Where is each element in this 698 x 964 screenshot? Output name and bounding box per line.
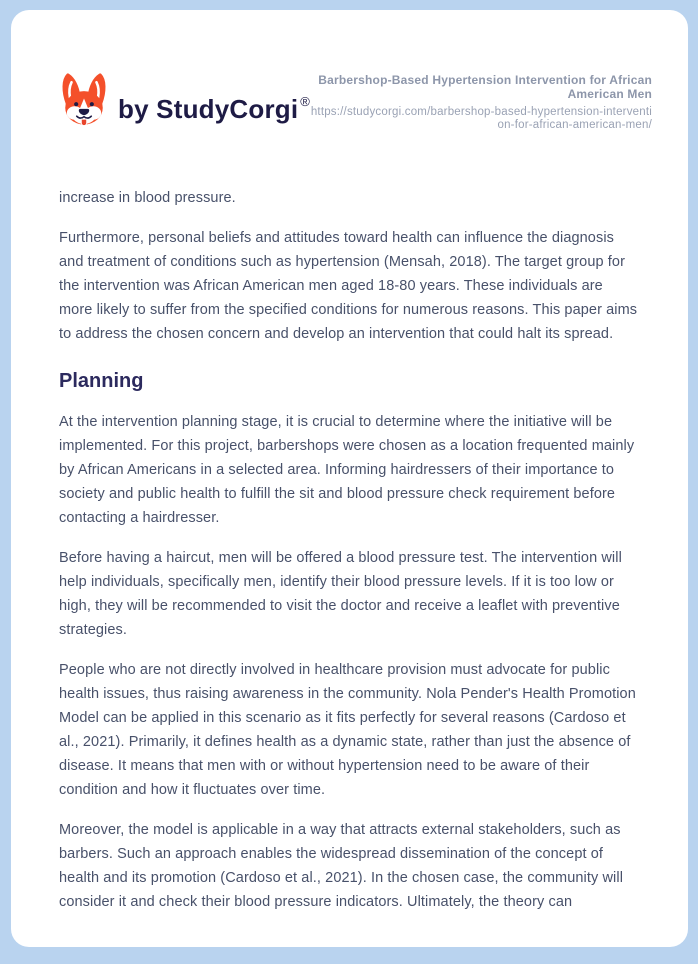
paragraph-planning-3: People who are not directly involved in healthcare provision must advocate for public health issues, thus raising awareness in the community. Nola Pender's Health Promotion Model can be applied in this scenario as it fits perfectly for several reasons (Cardoso et al., 2021). Primarily, it defines health as a dynamic state, rather than just the absence of disease. It means that men with or without hypertension need to be aware of their condition and how it fluctuates over time.: [59, 662, 636, 798]
corgi-icon: [59, 72, 109, 128]
paragraph-planning-2: Before having a haircut, men will be offered a blood pressure test. The intervention will help individuals, specifically men, identify their blood pressure levels. If it is too low or high, they will be recommended to visit the doctor and receive a leaflet with preventive strategies.: [59, 550, 622, 638]
paragraph-planning-4: Moreover, the model is applicable in a way that attracts external stakeholders, such as barbers. Such an approach enables the widespread dissemination of the concept of health and its promotion (Cardoso et al., 2021). In the chosen case, the community will consider it and check their blood pressure indicators. Ultimately, the theory can: [59, 822, 624, 910]
paragraph-intro-2: Furthermore, personal beliefs and attitudes toward health can influence the diagnosis and treatment of conditions such as hypertension (Mensah, 2018). The target group for the intervention was African American men aged 18-80 years. These individuals are more likely to suffer from the specified conditions for numerous reasons. This paper aims to address the chosen concern and develop an intervention that could halt its spread.: [59, 230, 638, 342]
paragraph-planning-1: At the intervention planning stage, it is crucial to determine where the initiative will be implemented. For this project, barbershops were chosen as a location frequented mainly by African Americans in a selected area. Informing hairdressers of their importance to society and public health to fulfill the sit and blood pressure check requirement before contacting a hairdresser.: [59, 414, 635, 526]
document-url-link[interactable]: https://studycorgi.com/barbershop-based-hypertension-intervention-for-african-american-men/: [310, 106, 652, 131]
paragraph-intro-1: increase in blood pressure.: [59, 190, 236, 206]
article-content: [59, 186, 640, 914]
studycorgi-logo[interactable]: [59, 72, 310, 128]
document-meta: [310, 73, 652, 132]
document-card: [11, 10, 688, 947]
document-title: Barbershop-Based Hypertension Intervention for African American Men: [318, 73, 652, 101]
brand-text: by StudyCorgi: [118, 94, 299, 124]
registered-trademark-icon: ®: [300, 94, 311, 109]
document-header: [59, 72, 652, 132]
section-heading-planning: Planning: [59, 370, 144, 392]
brand-wordmark: [118, 94, 310, 125]
